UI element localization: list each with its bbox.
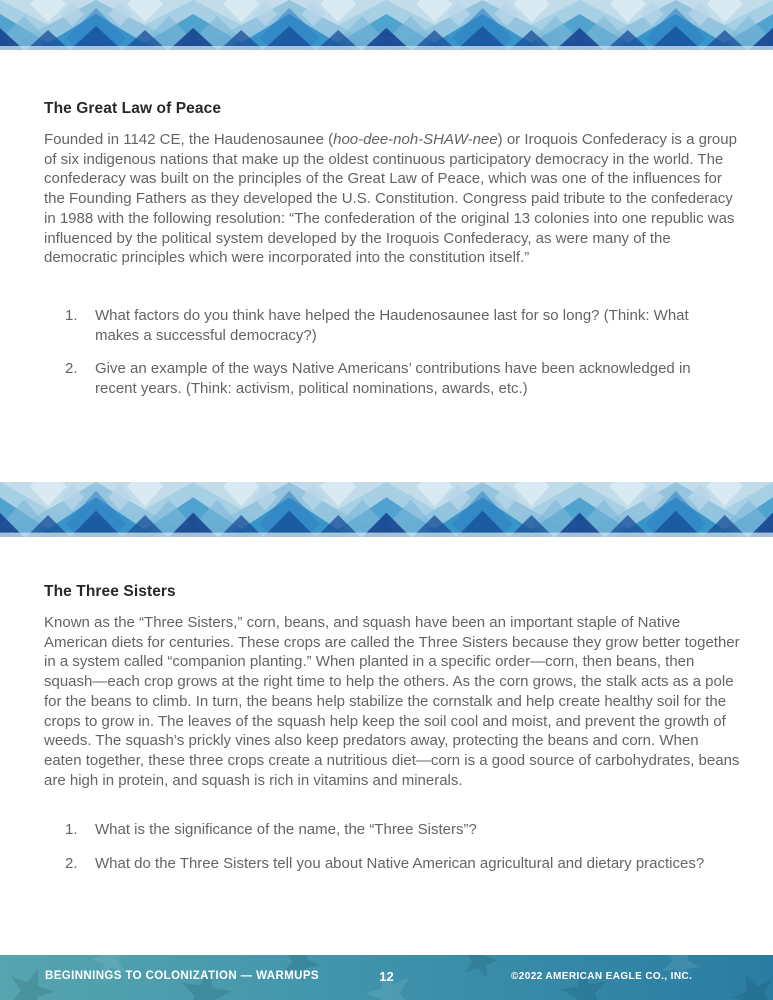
section-heading: The Three Sisters (44, 583, 176, 600)
section-paragraph: Known as the “Three Sisters,” corn, beans, and squash have been an important staple of Native American diets for centuries. These crops are called the Three Sisters because they grow better together in a system called “companion planting.” When planted in a specific order—corn, then beans, then squash—each crop grows at the right time to help the others. As the corn grows, the stalk acts as a pole for the beans to climb. In turn, the beans help stabilize the cornstalk and help create healthy soil for the crops to grow in. The leaves of the squash help keep the soil cool and moist, and prevent the growth of weeds. The squash’s prickly vines also keep predators away, protecting the beans and corn. When eaten together, these three crops create a nutritious diet—corn is a good source of carbohydrates, beans are high in protein, and squash is rich in vitamins and minerals. (44, 614, 740, 789)
section-heading: The Great Law of Peace (44, 100, 222, 117)
pronunciation-italic: hoo-dee-noh-SHAW-nee (333, 131, 498, 148)
question-text: Give an example of the ways Native Americans’ contributions have been acknowledged in recent years. (Think: activism, political nominations, awards, etc.) (95, 360, 691, 398)
decorative-border-top-pattern (0, 0, 773, 50)
section-paragraph (44, 130, 740, 268)
page-footer (0, 955, 773, 1000)
paragraph-text: Founded in 1142 CE, the Haudenosaunee ( (44, 131, 334, 148)
question-item (65, 854, 727, 874)
footer-copyright: ©2022 AMERICAN EAGLE CO., INC. (511, 971, 693, 982)
question-item (65, 359, 727, 398)
question-list (65, 306, 727, 413)
page-number: 12 (379, 969, 394, 984)
question-number: 1. (65, 307, 78, 324)
question-list (65, 820, 727, 887)
question-text: What factors do you think have helped the Haudenosaunee last for so long? (Think: What makes a successful democracy?) (95, 307, 689, 344)
question-number: 2. (65, 854, 78, 872)
footer-series-title: BEGINNINGS TO COLONIZATION — WARMUPS (45, 970, 320, 982)
question-number: 2. (65, 360, 78, 378)
question-text: What do the Three Sisters tell you about Native American agricultural and dietary practices? (95, 854, 705, 872)
question-item (65, 306, 727, 345)
question-text: What is the significance of the name, the “Three Sisters”? (95, 821, 477, 838)
question-number: 1. (65, 821, 78, 838)
paragraph-text: ) or Iroquois Confederacy is a group of six indigenous nations that make up the oldest continuous participatory democracy in the world. The confederacy was built on the principles of the Great Law of Peace, which was one of the influences for the Founding Fathers as they developed the U.S. Constitution. Congress paid tribute to the confederacy in 1988 with the following resolution: “The confederation of the original 13 colonies into one republic was influenced by the political system developed by the Iroquois Confederacy, as were many of the democratic principles which were incorporated into the constitution itself.” (44, 131, 737, 267)
question-item (65, 820, 727, 840)
decorative-border-middle-pattern (0, 482, 773, 537)
